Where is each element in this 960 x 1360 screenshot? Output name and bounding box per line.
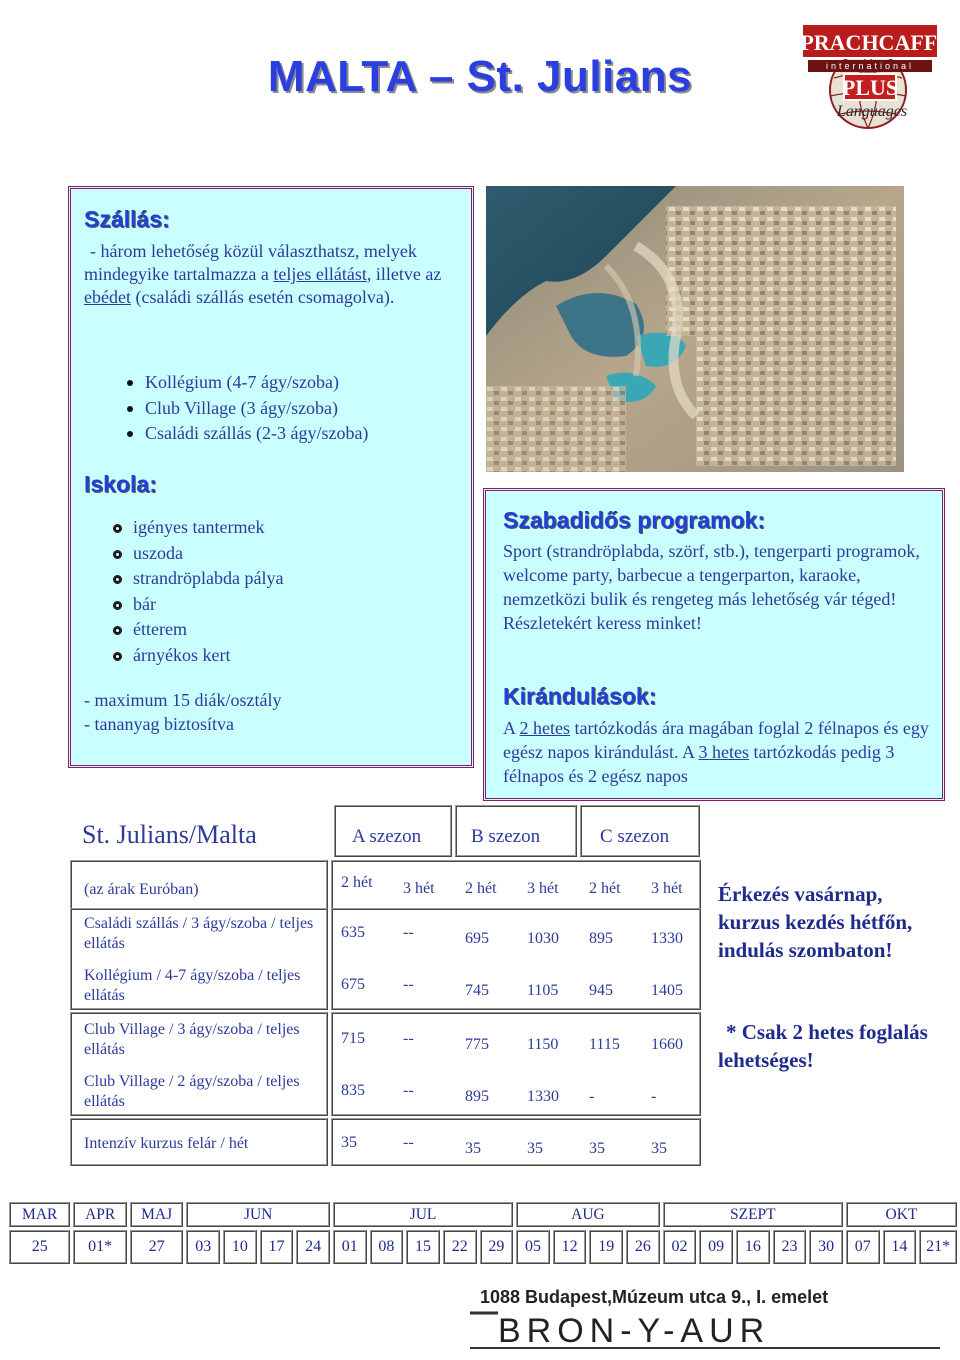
month-cell: SZEPT xyxy=(663,1202,843,1227)
excursions-text-1: A xyxy=(503,718,516,738)
logo-text-plus: PLUS xyxy=(841,75,899,100)
three-week-link: 3 hetes xyxy=(698,742,749,762)
row-label: Családi szállás / 3 ágy/szoba / teljes ellátás xyxy=(84,915,314,952)
date-cell: 24 xyxy=(296,1230,330,1264)
price-value: 1405 xyxy=(651,982,683,999)
date-cell: 10 xyxy=(223,1230,257,1264)
accommodation-heading: Szállás: xyxy=(84,206,170,232)
price-value: -- xyxy=(403,1030,414,1047)
row-values-group-2 xyxy=(331,1012,701,1116)
list-item: Club Village (3 ágy/szoba) xyxy=(117,396,368,422)
two-week-note: * Csak 2 hetes foglalás lehetséges! xyxy=(718,1020,928,1072)
row-labels-group-1 xyxy=(70,908,328,1010)
season-label: A szezon xyxy=(352,826,422,847)
st-julians-aerial-photo xyxy=(486,186,904,472)
start-date-calendar xyxy=(6,1199,960,1267)
currency-note-cell xyxy=(70,860,328,912)
accommodation-school-box xyxy=(68,186,474,768)
week-header: 3 hét xyxy=(403,880,435,897)
school-note: - maximum 15 diák/osztály xyxy=(84,690,282,710)
price-value: - xyxy=(651,1088,657,1105)
price-value: 1330 xyxy=(651,930,683,947)
row-labels-group-2 xyxy=(70,1012,328,1116)
date-cell: 14 xyxy=(883,1230,917,1264)
date-cell: 17 xyxy=(260,1230,294,1264)
lunch-link: ebédet xyxy=(84,287,131,307)
logo-text-main: SPRACHCAFFE xyxy=(788,30,952,55)
month-cell: JUN xyxy=(186,1202,330,1227)
date-cell: 23 xyxy=(773,1230,807,1264)
list-item: igényes tantermek xyxy=(105,515,283,541)
date-cell: 12 xyxy=(553,1230,587,1264)
week-header-cell xyxy=(331,860,701,912)
price-value: 895 xyxy=(465,1088,489,1105)
list-item: étterem xyxy=(105,617,283,643)
date-cell: 16 xyxy=(736,1230,770,1264)
list-item: Családi szállás (2-3 ágy/szoba) xyxy=(117,421,368,447)
price-value: 35 xyxy=(527,1140,543,1157)
accommodation-options xyxy=(117,370,368,447)
price-value: 675 xyxy=(341,976,365,993)
footer-brand: BRON-Y-AUR xyxy=(498,1312,771,1350)
intensive-label-cell xyxy=(70,1118,328,1166)
price-value: 1150 xyxy=(527,1036,559,1053)
excursions-text-2: tartózkodás ára magában foglal 2 félnapos és egy egész napos kirándulást. A xyxy=(503,718,929,762)
list-item: Kollégium (4-7 ágy/szoba) xyxy=(117,370,368,396)
page-title: MALTA – St. Julians xyxy=(267,52,693,101)
logo-text-languages: Languages xyxy=(836,103,908,120)
season-b-header xyxy=(455,805,577,857)
row-label: Club Village / 2 ágy/szoba / teljes ellátás xyxy=(84,1073,300,1110)
excursions-heading: Kirándulások: xyxy=(503,683,657,709)
price-value: 35 xyxy=(589,1140,605,1157)
week-header: 3 hét xyxy=(651,880,683,897)
date-cell: 02 xyxy=(663,1230,697,1264)
bron-y-aur-logo xyxy=(470,1282,940,1352)
price-value: -- xyxy=(403,1134,414,1151)
week-header: 2 hét xyxy=(465,880,497,897)
school-heading: Iskola: xyxy=(84,471,157,497)
price-value: 1105 xyxy=(527,982,559,999)
school-features xyxy=(105,515,283,668)
row-label: Intenzív kurzus felár / hét xyxy=(84,1135,249,1152)
list-item: uszoda xyxy=(105,541,283,567)
date-cell: 07 xyxy=(846,1230,880,1264)
accommodation-text-1: - három lehetőség közül választhatsz, melyek mindegyike tartalmazza a xyxy=(84,241,417,284)
date-cell: 19 xyxy=(589,1230,623,1264)
month-cell: APR xyxy=(73,1202,126,1227)
row-label: Club Village / 3 ágy/szoba / teljes ellátás xyxy=(84,1021,300,1058)
date-cell: 22 xyxy=(443,1230,477,1264)
date-cell: 08 xyxy=(370,1230,404,1264)
row-label: Kollégium / 4-7 ágy/szoba / teljes ellátás xyxy=(84,967,301,1004)
price-value: -- xyxy=(403,976,414,993)
price-value: - xyxy=(589,1088,595,1105)
accommodation-text-2: , illetve az xyxy=(366,264,442,284)
date-cell: 01 xyxy=(333,1230,367,1264)
price-value: 895 xyxy=(589,930,613,947)
arrival-note: Érkezés vasárnap, kurzus kezdés hétfőn, indulás szombaton! xyxy=(718,882,913,962)
date-cell: 21* xyxy=(919,1230,957,1264)
list-item: bár xyxy=(105,592,283,618)
intensive-values-cell xyxy=(331,1118,701,1166)
leisure-heading: Szabadidős programok: xyxy=(503,507,765,533)
season-c-header xyxy=(580,805,700,857)
month-cell: OKT xyxy=(846,1202,957,1227)
date-cell: 25 xyxy=(9,1230,70,1264)
price-value: 775 xyxy=(465,1036,489,1053)
price-value: 1660 xyxy=(651,1036,683,1053)
price-value: 635 xyxy=(341,924,365,941)
price-value: -- xyxy=(403,1082,414,1099)
price-value: 35 xyxy=(341,1134,357,1151)
school-note: - tananyag biztosítva xyxy=(84,714,234,734)
date-cell: 03 xyxy=(186,1230,220,1264)
season-a-header xyxy=(334,805,452,857)
two-week-link: 2 hetes xyxy=(519,718,570,738)
price-value: 945 xyxy=(589,982,613,999)
date-cell: 01* xyxy=(73,1230,126,1264)
price-value: -- xyxy=(403,924,414,941)
accommodation-text-3: (családi szállás esetén csomagolva). xyxy=(135,287,395,307)
week-header: 2 hét xyxy=(341,874,373,891)
currency-note: (az árak Euróban) xyxy=(84,881,199,898)
price-value: 35 xyxy=(651,1140,667,1157)
season-label: B szezon xyxy=(471,826,541,847)
month-cell: AUG xyxy=(516,1202,660,1227)
programs-box xyxy=(483,488,945,801)
month-cell: JUL xyxy=(333,1202,513,1227)
date-cell: 29 xyxy=(480,1230,514,1264)
logo-text-sub: international xyxy=(825,61,915,71)
date-cell: 05 xyxy=(516,1230,550,1264)
month-cell: MAJ xyxy=(130,1202,184,1227)
excursions-text-3: tartózkodás pedig 3 félnapos és 2 egész napos xyxy=(503,742,895,786)
list-item: strandröplabda pálya xyxy=(105,566,283,592)
price-value: 1115 xyxy=(589,1036,620,1053)
week-header: 2 hét xyxy=(589,880,621,897)
date-cell: 27 xyxy=(130,1230,184,1264)
week-header: 3 hét xyxy=(527,880,559,897)
month-cell: MAR xyxy=(9,1202,70,1227)
row-values-group-1 xyxy=(331,908,701,1010)
price-table-location: St. Julians/Malta xyxy=(82,820,257,849)
price-value: 1330 xyxy=(527,1088,559,1105)
date-cell: 15 xyxy=(406,1230,440,1264)
footer-address: 1088 Budapest,Múzeum utca 9., I. emelet xyxy=(480,1287,829,1307)
price-value: 695 xyxy=(465,930,489,947)
price-value: 35 xyxy=(465,1140,481,1157)
full-board-link: teljes ellátást xyxy=(273,264,367,284)
date-cell: 30 xyxy=(809,1230,843,1264)
sprachcaffe-logo xyxy=(788,18,952,130)
date-cell: 26 xyxy=(626,1230,660,1264)
price-value: 715 xyxy=(341,1030,365,1047)
price-value: 745 xyxy=(465,982,489,999)
price-value: 835 xyxy=(341,1082,365,1099)
excursions-text xyxy=(503,716,933,788)
leisure-text: Sport (strandröplabda, szörf, stb.), tengerparti programok, welcome party, barbecue a tengerparton, karaoke, nemzetközi bulik és rengeteg más lehetőség vár téged! Részletekért keress minket! xyxy=(503,541,920,633)
price-value: 1030 xyxy=(527,930,559,947)
date-cell: 09 xyxy=(699,1230,733,1264)
accommodation-text xyxy=(84,240,464,309)
list-item: árnyékos kert xyxy=(105,643,283,669)
season-label: C szezon xyxy=(600,826,670,847)
